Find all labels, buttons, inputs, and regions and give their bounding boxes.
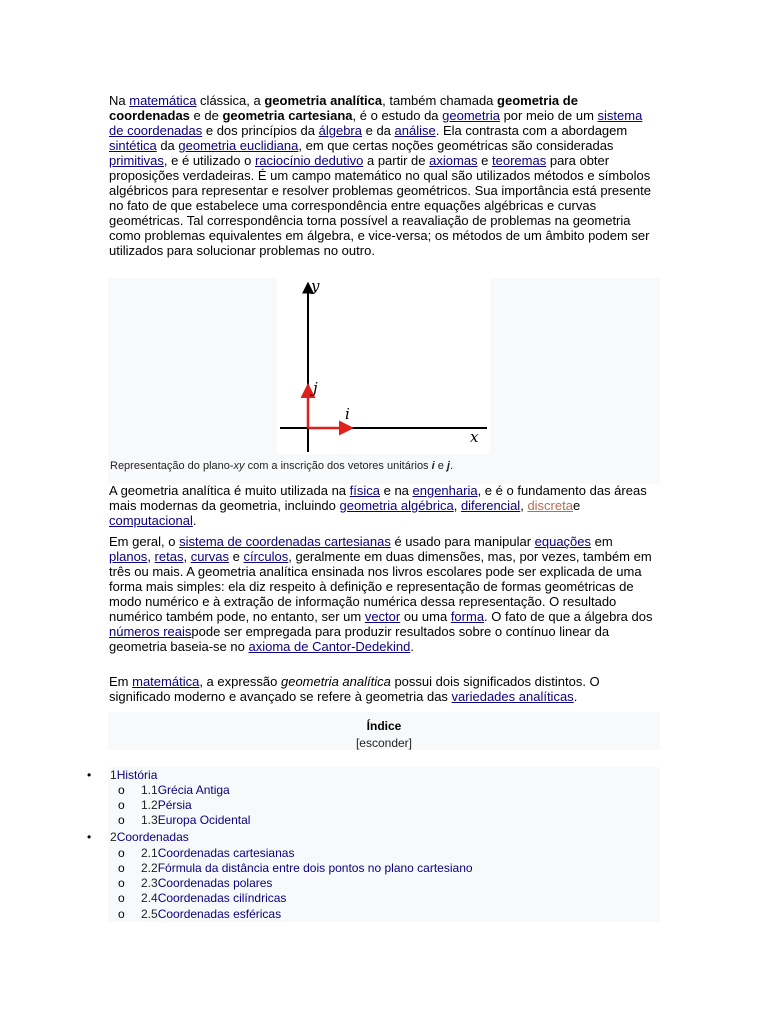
link-computacional[interactable]: computacional xyxy=(109,513,193,528)
text: , xyxy=(147,549,155,564)
text: Representação do plano- xyxy=(110,460,234,472)
toc-item-coordenadas-esfericas[interactable] xyxy=(141,907,281,922)
x-axis-label: x xyxy=(470,428,479,446)
text: e xyxy=(434,460,447,472)
toc-subbullet: o xyxy=(118,783,125,797)
link-engenharia[interactable]: engenharia xyxy=(412,483,478,498)
toc-subbullet: o xyxy=(118,876,125,890)
toc-band xyxy=(108,767,660,783)
text: , e é o fundamento das áreas mais modernas da geometria, incluindo xyxy=(109,483,647,513)
text: , xyxy=(453,498,461,513)
text: A geometria analítica é muito utilizada na xyxy=(109,483,350,498)
bold-term: geometria analítica xyxy=(264,93,383,108)
vector-symbol: j xyxy=(446,460,450,472)
text: da xyxy=(156,138,179,153)
link-circulos[interactable]: círculos xyxy=(243,549,289,564)
text: para obter proposições verdadeiras. É um campo matemático no qual são utilizados métodos e símbolos algébricos para representar e resolver problemas geométricos. Sua importância está presente no fato de que estabelece uma correspondência entre equações algébricas e curvas geométricas. Tal correspondência torna possível a reavaliação de problemas na geometria como problemas equivalentes em álgebra, e vice-versa; os métodos de um âmbito podem ser utilizados para solucionar problemas no outro. xyxy=(109,153,651,258)
link-sistema-de-coordenadas[interactable]: sistema de coordenadas xyxy=(109,108,643,138)
toc-subbullet: o xyxy=(118,846,125,860)
coordinates-paragraph xyxy=(109,534,657,654)
text: . xyxy=(573,689,578,704)
text: Na xyxy=(109,93,130,108)
toc-item-coordenadas-polares[interactable] xyxy=(141,876,272,891)
toc-subbullet: o xyxy=(118,798,125,812)
bold-term: geometria cartesiana xyxy=(222,108,353,123)
link-variedades-analiticas[interactable]: variedades analíticas xyxy=(451,689,574,704)
toc-num: 2.2 xyxy=(141,861,158,875)
text: clássica, a xyxy=(196,93,265,108)
link-axioma-cantor-dedekind[interactable]: axioma de Cantor-Dedekind xyxy=(248,639,411,654)
link-geometria-algebrica[interactable]: geometria algébrica xyxy=(339,498,454,513)
toc-label: Fórmula da distância entre dois pontos no plano cartesiano xyxy=(157,861,473,875)
toc-num: 2.1 xyxy=(141,846,158,860)
vector-i-label: i xyxy=(345,405,350,423)
figure-caption xyxy=(110,460,660,473)
toc-subbullet: o xyxy=(118,891,125,905)
toc-item-grecia-antiga[interactable] xyxy=(141,783,230,798)
link-forma[interactable]: forma xyxy=(450,609,485,624)
text: e xyxy=(228,549,244,564)
link-planos[interactable]: planos xyxy=(109,549,148,564)
text: e xyxy=(572,498,581,513)
text: Em xyxy=(109,674,133,689)
link-analise[interactable]: análise xyxy=(394,123,436,138)
link-vector[interactable]: vector xyxy=(364,609,401,624)
italic-term: xy xyxy=(233,460,245,472)
text: e xyxy=(477,153,493,168)
link-matematica-2[interactable]: matemática xyxy=(132,674,200,689)
toc-label: Pérsia xyxy=(157,798,192,812)
link-numeros-reais[interactable]: números reais xyxy=(109,624,192,639)
link-retas[interactable]: retas xyxy=(154,549,184,564)
text: e de xyxy=(189,108,223,123)
toc-item-historia[interactable] xyxy=(110,768,157,783)
toc-item-persia[interactable] xyxy=(141,798,192,813)
text: . O fato de que a álgebra dos xyxy=(484,609,653,624)
toc-bullet: • xyxy=(87,830,92,844)
toc-subbullet: o xyxy=(118,813,125,827)
link-algebra[interactable]: álgebra xyxy=(318,123,362,138)
text: possui dois significados distintos. O significado moderno e avançado se refere à geometria das xyxy=(109,674,600,704)
text: Em geral, o xyxy=(109,534,180,549)
link-primitivas[interactable]: primitivas xyxy=(109,153,164,168)
toc-item-formula-distancia[interactable] xyxy=(141,861,473,876)
toc-title: Índice xyxy=(366,719,402,733)
text: e da xyxy=(361,123,395,138)
toc-bullet: • xyxy=(87,768,92,782)
vector-symbol: i xyxy=(431,460,435,472)
intro-paragraph xyxy=(109,93,657,258)
toc-subbullet: o xyxy=(118,907,125,921)
link-raciocinio-dedutivo[interactable]: raciocínio dedutivo xyxy=(254,153,364,168)
toc-toggle[interactable]: [esconder] xyxy=(355,736,413,750)
link-fisica[interactable]: física xyxy=(349,483,380,498)
text: é usado para manipular xyxy=(390,534,535,549)
toc-item-coordenadas-cartesianas[interactable] xyxy=(141,846,294,861)
toc-label: História xyxy=(116,768,158,782)
toc-label: Grécia Antiga xyxy=(157,783,230,797)
link-equacoes[interactable]: equações xyxy=(534,534,592,549)
toc-label: Europa Ocidental xyxy=(157,813,251,827)
text: e na xyxy=(379,483,413,498)
link-curvas[interactable]: curvas xyxy=(190,549,229,564)
text: . Ela contrasta com a abordagem xyxy=(435,123,628,138)
text: . xyxy=(410,639,414,654)
link-geometria[interactable]: geometria xyxy=(442,108,500,123)
y-axis-label: y xyxy=(311,278,320,295)
text: , geralmente em duas dimensões, mas, por vezes, também em três ou mais. A geometria analítica ensinada nos livros escolares pode ser explicada de uma forma mais simples: ela diz respeito à definição e representação de formas geométricas de modo numérico e à extração de informação numérica dessa representação. O resultado numérico também pode, no entanto, ser um xyxy=(109,549,652,624)
vector-j-label: j xyxy=(313,379,318,397)
text: . xyxy=(449,460,454,472)
toc-label: Coordenadas cartesianas xyxy=(157,846,295,860)
text: ou uma xyxy=(400,609,451,624)
toc-item-coordenadas-cilindricas[interactable] xyxy=(141,891,286,906)
text: , xyxy=(183,549,191,564)
toc-item-coordenadas[interactable] xyxy=(110,830,189,845)
text: pode ser empregada para produzir resultados sobre o contínuo linear da geometria baseia-se no xyxy=(109,624,610,654)
bold-term: geometria de coordenadas xyxy=(109,93,578,123)
text: por meio de um xyxy=(499,108,598,123)
coordinate-plane-figure xyxy=(277,278,490,454)
toc-label: Coordenadas esféricas xyxy=(157,907,282,921)
coordinate-plane-svg xyxy=(277,278,490,454)
applications-paragraph xyxy=(109,483,657,528)
text: a partir de xyxy=(363,153,430,168)
text: em xyxy=(591,534,613,549)
toc-band xyxy=(108,829,660,845)
toc-num: 1 xyxy=(110,768,117,782)
text: , a expressão xyxy=(199,674,281,689)
toc-item-europa-ocidental[interactable] xyxy=(141,813,250,828)
text: . xyxy=(192,513,197,528)
toc-num: 1.2 xyxy=(141,798,158,812)
link-axiomas[interactable]: axiomas xyxy=(429,153,478,168)
text: , também chamada xyxy=(382,93,498,108)
link-sistema-coordenadas-cartesianas[interactable]: sistema de coordenadas cartesianas xyxy=(179,534,391,549)
text: , e é utilizado o xyxy=(163,153,255,168)
toc-num: 1.3 xyxy=(141,813,158,827)
link-geometria-euclidiana[interactable]: geometria euclidiana xyxy=(178,138,299,153)
toc-num: 1.1 xyxy=(141,783,158,797)
link-diferencial[interactable]: diferencial xyxy=(460,498,521,513)
toc-num: 2.4 xyxy=(141,891,158,905)
text: , xyxy=(520,498,528,513)
toc-subbullet: o xyxy=(118,861,125,875)
toc-label: Coordenadas xyxy=(116,830,189,844)
link-discreta[interactable]: discreta xyxy=(527,498,573,513)
meanings-paragraph xyxy=(109,674,657,704)
link-sintetica[interactable]: sintética xyxy=(109,138,157,153)
toc-label: Coordenadas polares xyxy=(157,876,273,890)
link-matematica[interactable]: matemática xyxy=(129,93,197,108)
toc-num: 2 xyxy=(110,830,117,844)
text: , é o estudo da xyxy=(352,108,443,123)
italic-term: geometria analítica xyxy=(280,674,391,689)
link-teoremas[interactable]: teoremas xyxy=(492,153,547,168)
text: e dos princípios da xyxy=(202,123,319,138)
toc-label: Coordenadas cilíndricas xyxy=(157,891,287,905)
toc-num: 2.3 xyxy=(141,876,158,890)
text: , em que certas noções geométricas são consideradas xyxy=(298,138,614,153)
toc-num: 2.5 xyxy=(141,907,158,921)
text: com a inscrição dos vetores unitários xyxy=(244,460,432,472)
toc-header xyxy=(108,712,660,750)
